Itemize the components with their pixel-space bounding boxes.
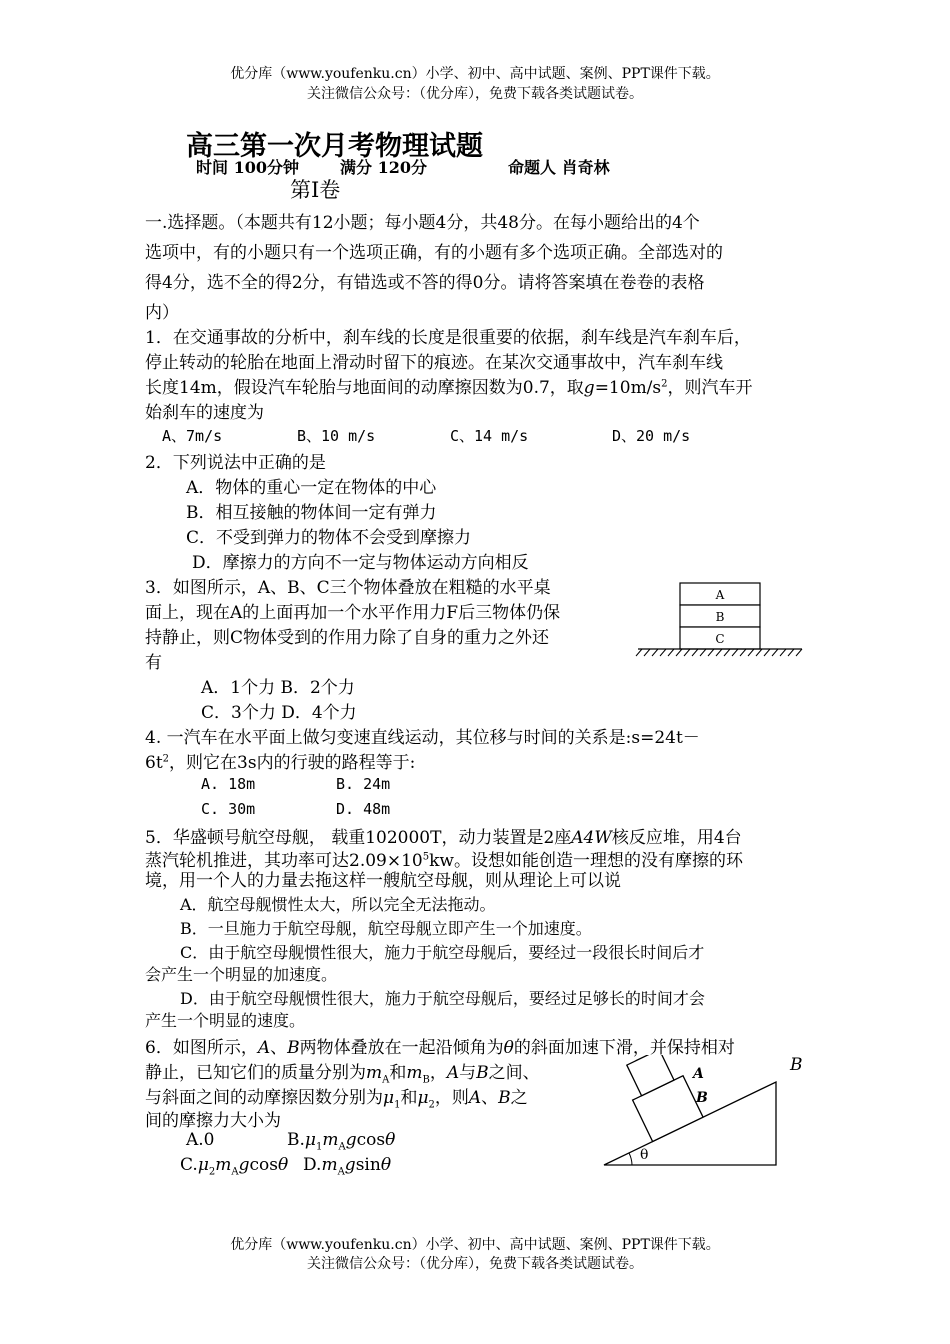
q2-option-a: A．物体的重心一定在物体的中心 [186,478,437,498]
q2-option-b: B．相互接触的物体间一定有弹力 [186,503,437,523]
q5-option-c-line-2: 会产生一个明显的加速度。 [145,965,338,984]
block-c-label: C [715,632,725,646]
q6-line-3: 与斜面之间的动摩擦因数分别为$\mu_1$和$\mu_2$，则A、B之 [145,1088,528,1111]
q1-line-4: 始刹车的速度为 [145,403,264,423]
q5-option-d-line-1: D．由于航空母舰惯性很大，施力于航空母舰后，要经过足够长的时间才会 [180,989,705,1008]
exam-full-score: 满分 120分 [340,158,427,177]
q1-option-d: D、20 m/s [612,427,691,445]
incline-label-b: B [696,1090,708,1106]
q4-line-1: 4. 一汽车在水平面上做匀变速直线运动，其位移与时间的关系是:s=24t－ [145,728,700,748]
exam-time: 时间 100分钟 [196,158,299,177]
q5-option-c-line-1: C．由于航空母舰惯性很大，施力于航空母舰后，要经过一段很长时间后才 [180,943,705,962]
q3-line-1: 3．如图所示，A、B、C三个物体叠放在粗糙的水平桌 [145,578,551,598]
block-a-label: A [715,588,725,602]
q3-options-row-1: A．1个力 B．2个力 [201,678,355,698]
q1-line-3: 长度14m，假设汽车轮胎与地面间的动摩擦因数为0.7，取$g=10m/s^2$，则汽车开 [145,378,753,398]
section1-line-3: 得4分，选不全的得2分，有错选或不答的得0分。请将答案填在卷卷的表格 [145,273,705,293]
volume-label: 第Ⅰ卷 [290,178,341,202]
q4-option-d: D. 48m [336,800,391,818]
q3-line-3: 持静止，则C物体受到的作用力除了自身的重力之外还 [145,628,550,648]
q4-line-2: $6t^2$，则它在3s内的行驶的路程等于: [145,753,416,773]
block-b-label: B [715,610,725,624]
q5-option-d-line-2: 产生一个明显的速度。 [145,1011,306,1030]
q5-line-1: 5．华盛顿号航空母舰， 载重102000T，动力装置是2座A4W核反应堆，用4台 [145,828,742,848]
q5-line-2: 蒸汽轮机推进，其功率可达$2.09\times 10^5kw$。设想如能创造一理想的没有摩擦的环 [145,851,743,871]
exam-title: 高三第一次月考物理试题 [186,131,483,162]
exam-author: 命题人 肖奇林 [508,158,610,177]
q6-line-1: 6．如图所示，A、B两物体叠放在一起沿倾角为θ的斜面加速下滑，并保持相对 [145,1038,735,1058]
q3-line-2: 面上，现在A的上面再加一个水平作用力F后三物体仍保 [145,603,561,623]
footer-line-1: 优分库（www.youfenku.cn）小学、初中、高中试题、案例、PPT课件下载。 [230,1237,720,1253]
section1-line-2: 选项中，有的小题只有一个选项正确，有的小题有多个选项正确。全部选对的 [145,243,723,263]
q3-line-4: 有 [145,653,162,673]
q1-option-c: C、14 m/s [450,427,529,445]
header-line-1: 优分库（www.youfenku.cn）小学、初中、高中试题、案例、PPT课件下载。 [230,66,720,82]
section1-line-4: 内） [145,303,179,323]
q3-options-row-2: C．3个力 D．4个力 [201,703,357,723]
q5-option-b: B．一旦施力于航空母舰，航空母舰立即产生一个加速度。 [180,919,592,938]
q6-option-d: $D.m_Agsin\theta$ [303,1155,392,1178]
q4-option-c: C. 30m [201,800,256,818]
q5-option-a: A．航空母舰惯性太大，所以完全无法拖动。 [180,895,496,914]
q1-line-2: 停止转动的轮胎在地面上滑动时留下的痕迹。在某次交通事故中，汽车刹车线 [145,353,723,373]
q4-option-a: A. 18m [201,775,256,793]
q1-option-b: B、10 m/s [297,427,376,445]
q6-line-4: 间的摩擦力大小为 [145,1111,281,1131]
header-line-2: 关注微信公众号：（优分库），免费下载各类试题试卷。 [307,86,643,102]
q6-incline-figure [598,1055,788,1170]
angle-theta-label: θ [640,1147,649,1163]
q6-line-2: 静止，已知它们的质量分别为$m_A$和$m_B$，A与B之间、 [145,1063,540,1086]
section1-line-1: 一.选择题。（本题共有12小题；每小题4分，共48分。在每小题给出的4个 [145,213,700,233]
q2-stem: 2．下列说法中正确的是 [145,453,326,473]
q5-line-3: 境，用一个人的力量去拖这样一艘航空母舰，则从理论上可以说 [145,871,621,891]
q6-option-c: $C.\mu_2m_Agcos\theta$ [180,1155,289,1178]
footer-line-2: 关注微信公众号：（优分库），免费下载各类试题试卷。 [307,1256,643,1272]
q4-option-b: B. 24m [336,775,391,793]
q6-option-b: $B.\mu_1m_Agcos\theta$ [287,1130,396,1153]
q2-option-d: D．摩擦力的方向不一定与物体运动方向相反 [192,553,529,573]
incline-label-a: A [693,1066,704,1082]
q6-option-a: A.0 [186,1130,215,1150]
ground-hatch [636,649,802,656]
q1-line-1: 1．在交通事故的分析中，刹车线的长度是很重要的依据，刹车线是汽车刹车后， [145,328,751,348]
q1-option-a: A、7m/s [162,427,223,445]
q6-outside-label-b: B [790,1055,803,1075]
q2-option-c: C．不受到弹力的物体不会受到摩擦力 [186,528,472,548]
q3-stacked-blocks-figure [630,578,810,662]
